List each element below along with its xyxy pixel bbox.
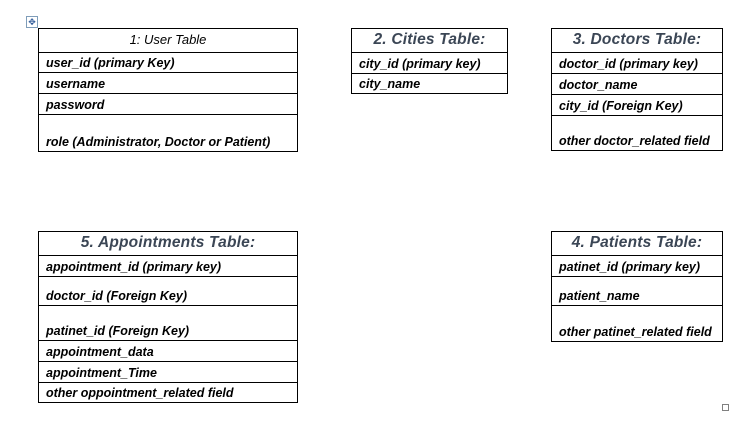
field-doctor-other: other doctor_related field	[552, 116, 723, 151]
doctors-table-title: 3. Doctors Table:	[552, 29, 723, 53]
field-appointment-patinet-id: patinet_id (Foreign Key)	[39, 306, 298, 341]
field-appointment-time: appointment_Time	[39, 362, 298, 383]
field-username: username	[39, 73, 298, 94]
field-password: password	[39, 94, 298, 115]
appointments-table	[38, 231, 298, 403]
field-appointment-other: other oppointment_related field	[39, 383, 298, 403]
patients-table	[551, 231, 723, 342]
field-doctor-city-id: city_id (Foreign Key)	[552, 95, 723, 116]
field-doctor-id: doctor_id (primary key)	[552, 53, 723, 74]
field-appointment-id: appointment_id (primary key)	[39, 256, 298, 277]
field-patinet-id: patinet_id (primary key)	[552, 256, 723, 277]
field-city-id: city_id (primary key)	[352, 53, 508, 74]
field-user-id: user_id (primary Key)	[39, 53, 298, 73]
field-city-name: city_name	[352, 74, 508, 94]
field-role: role (Administrator, Doctor or Patient)	[39, 115, 298, 152]
doctors-table	[551, 28, 723, 151]
cities-table	[351, 28, 508, 94]
user-table-title: 1: User Table	[39, 29, 298, 53]
cities-table-title: 2. Cities Table:	[352, 29, 508, 53]
patients-table-title: 4. Patients Table:	[552, 232, 723, 256]
field-patinet-other: other patinet_related field	[552, 306, 723, 342]
field-doctor-name: doctor_name	[552, 74, 723, 95]
user-table	[38, 28, 298, 152]
appointments-table-title: 5. Appointments Table:	[39, 232, 298, 256]
field-appointment-doctor-id: doctor_id (Foreign Key)	[39, 277, 298, 306]
field-appointment-data: appointment_data	[39, 341, 298, 362]
table-resize-handle[interactable]	[722, 404, 729, 411]
table-move-handle-icon[interactable]: ✥	[26, 16, 38, 28]
field-patient-name: patient_name	[552, 277, 723, 306]
